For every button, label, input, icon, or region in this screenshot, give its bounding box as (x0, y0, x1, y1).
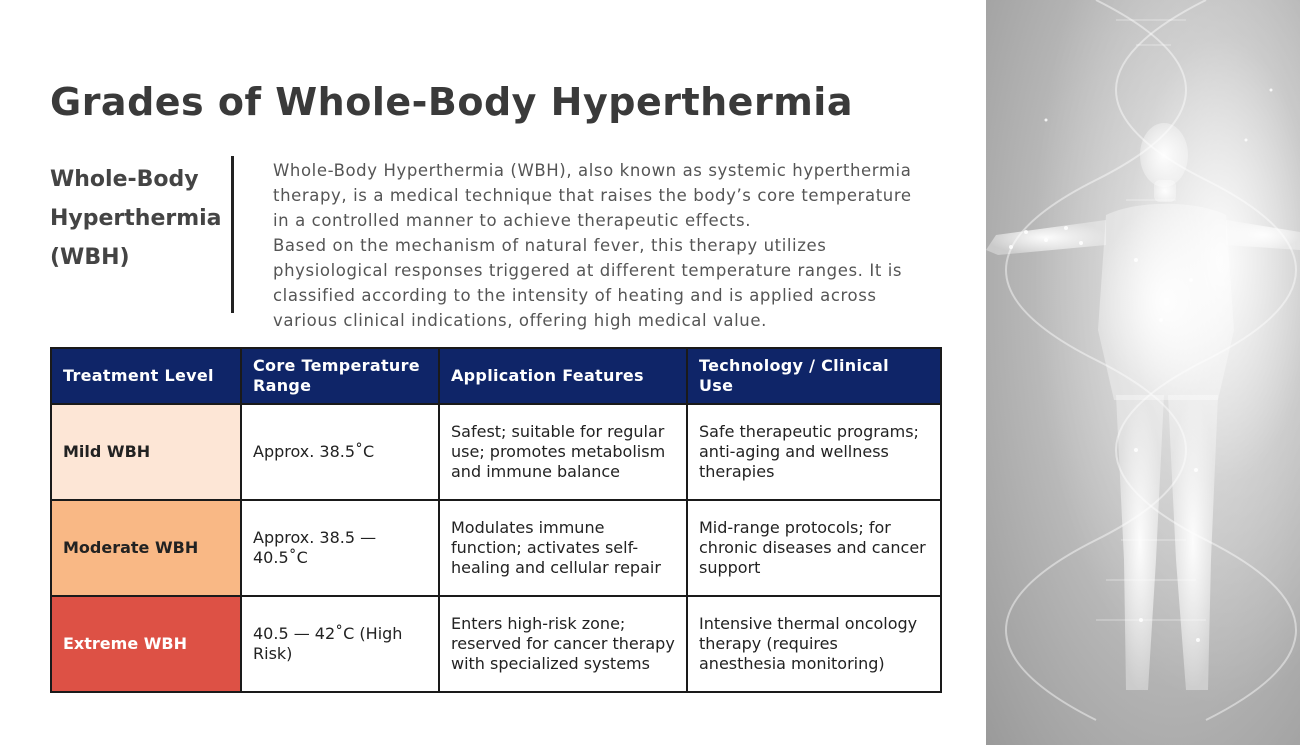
header-treatment-level: Treatment Level (51, 348, 241, 404)
range-cell: Approx. 38.5˚C (241, 404, 439, 500)
intro-paragraph-1: Whole-Body Hyperthermia (WBH), also known as systemic hyperthermia therapy, is a medical technique that raises the body’s core temperature in a controlled manner to achieve therapeutic effects. (273, 161, 912, 230)
features-cell: Enters high-risk zone; reserved for cancer therapy with specialized systems (439, 596, 687, 692)
grades-table (50, 347, 942, 693)
page-title: Grades of Whole-Body Hyperthermia (50, 80, 853, 124)
features-cell: Safest; suitable for regular use; promotes metabolism and immune balance (439, 404, 687, 500)
section-subtitle: Whole-Body Hyperthermia (WBH) (50, 167, 222, 270)
header-core-temperature: Core Temperature Range (241, 348, 439, 404)
use-cell: Safe therapeutic programs; anti-aging and wellness therapies (687, 404, 941, 500)
table-header-row (51, 348, 941, 404)
table-row-moderate (51, 500, 941, 596)
table-row-mild (51, 404, 941, 500)
header-application-features: Application Features (439, 348, 687, 404)
intro-text (273, 158, 933, 333)
human-body-particle-dna-icon (986, 0, 1300, 745)
use-cell: Mid-range protocols; for chronic diseases and cancer support (687, 500, 941, 596)
intro-paragraph-2: Based on the mechanism of natural fever, this therapy utilizes physiological responses triggered at different temperature ranges. It is classified according to the intensity of heating and is applied across various clinical indications, offering high medical value. (273, 236, 903, 330)
level-cell: Extreme WBH (51, 596, 241, 692)
use-cell: Intensive thermal oncology therapy (requires anesthesia monitoring) (687, 596, 941, 692)
range-cell: Approx. 38.5 — 40.5˚C (241, 500, 439, 596)
table-row-extreme (51, 596, 941, 692)
level-cell: Mild WBH (51, 404, 241, 500)
features-cell: Modulates immune function; activates self-healing and cellular repair (439, 500, 687, 596)
range-cell: 40.5 — 42˚C (High Risk) (241, 596, 439, 692)
level-cell: Moderate WBH (51, 500, 241, 596)
header-technology-use: Technology / Clinical Use (687, 348, 941, 404)
vertical-divider (231, 156, 234, 313)
